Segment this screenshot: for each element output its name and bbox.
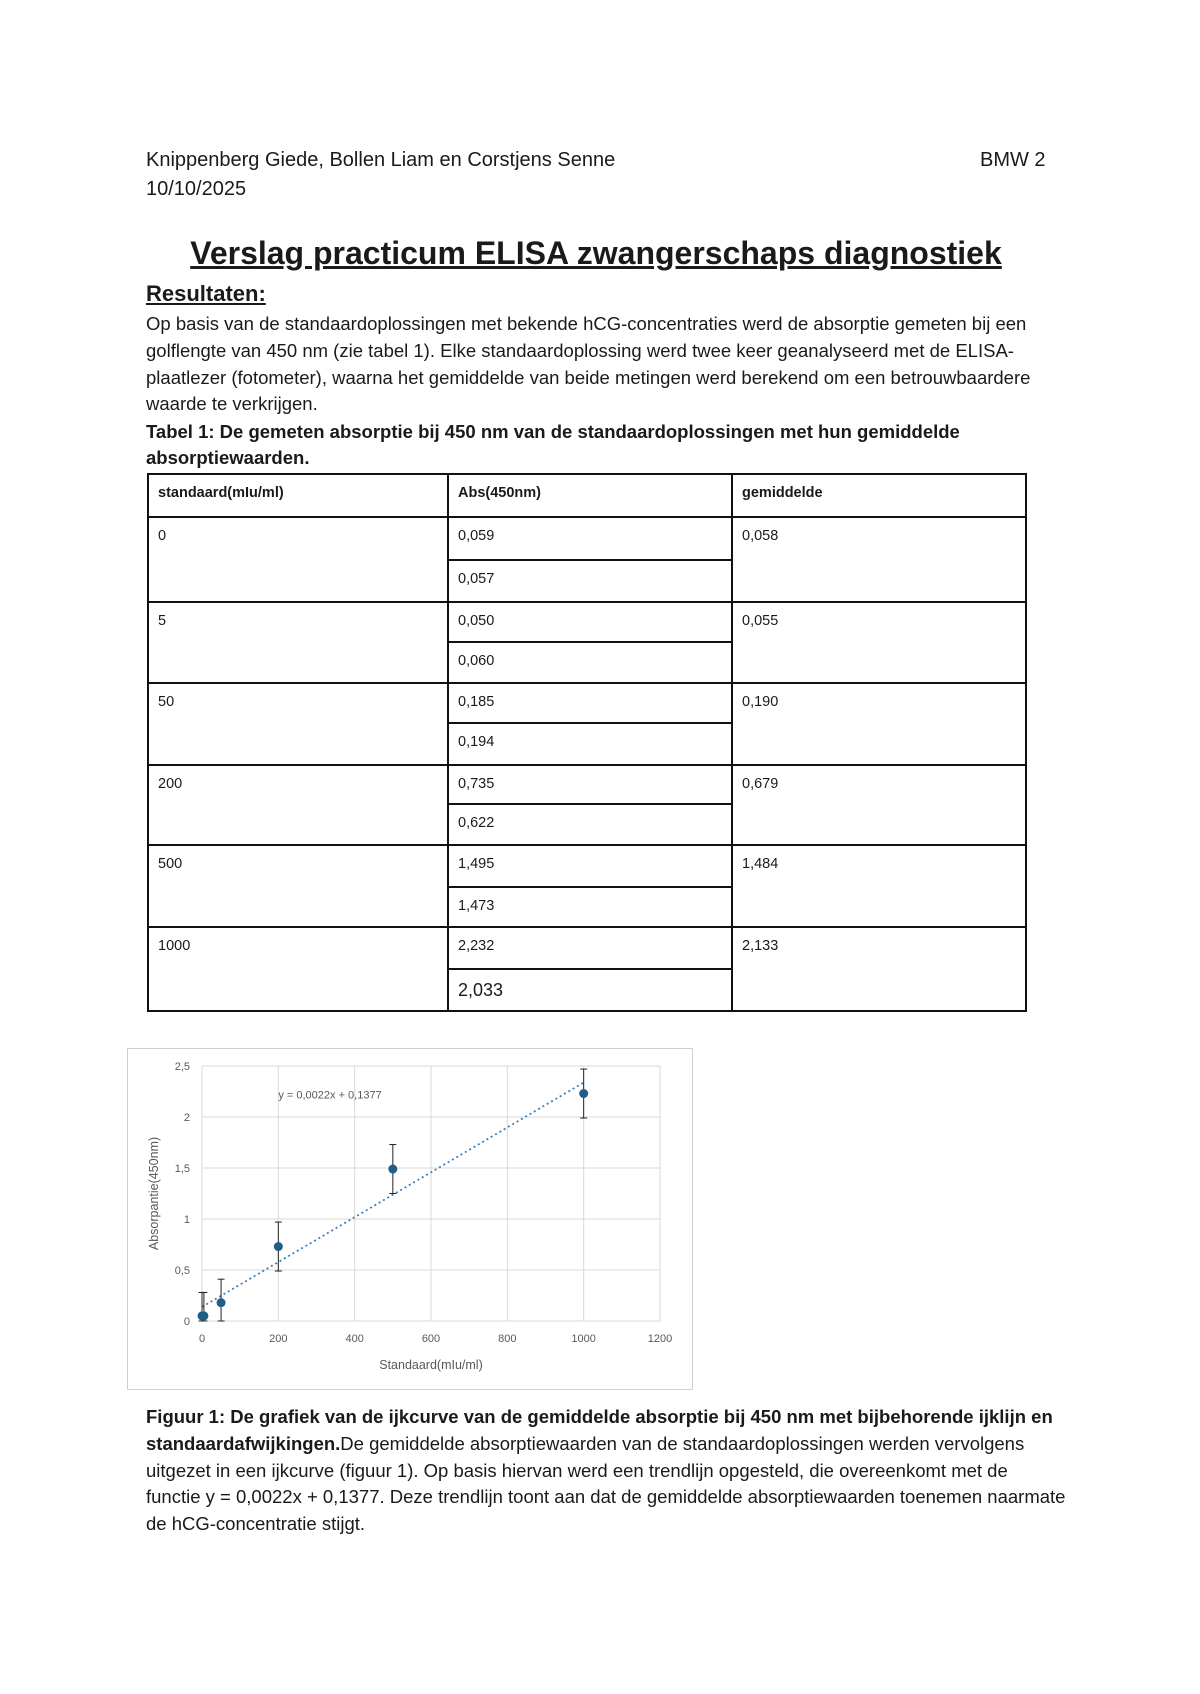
data-point — [274, 1242, 283, 1251]
header-abs: Abs(450nm) — [448, 474, 732, 517]
x-tick-label: 800 — [498, 1333, 517, 1345]
cell-abs-1: 0,185 — [448, 683, 732, 723]
data-point — [199, 1311, 208, 1320]
y-axis-label: Absorpantie(450nm) — [147, 1136, 161, 1251]
authors: Knippenberg Giede, Bollen Liam en Corstjens Senne — [146, 149, 616, 171]
figure-paragraph: De gemiddelde absorptiewaarden van de standaardoplossingen werden vervolgens uitgezet in een ijkcurve (figuur 1). Op basis hiervan werd een trendlijn opgesteld, die overeenkomt met de functie y = 0,0022x + 0,1377. Deze trendlijn toont aan dat de gemiddelde absorptiewaarden toenemen naarmate de hCG-concentratie stijgt. — [146, 1432, 1066, 1535]
figure-caption: Figuur 1: De grafiek van de ijkcurve van de gemiddelde absorptie bij 450 nm met bijbehorende ijklijn en standaardafwijkingen. — [146, 1406, 1053, 1454]
table-header-row — [148, 474, 1026, 517]
table-row — [148, 765, 1026, 804]
table-row — [148, 683, 1026, 723]
header-standard: standaard(mIu/ml) — [148, 474, 448, 517]
x-tick-label: 400 — [345, 1333, 364, 1345]
cell-abs-1: 0,735 — [448, 765, 732, 804]
y-tick-label: 2 — [183, 1112, 190, 1124]
cell-mean: 2,133 — [732, 927, 1026, 1011]
cell-mean: 0,190 — [732, 683, 1026, 765]
header-left — [146, 146, 615, 204]
intro-paragraph: Op basis van de standaardoplossingen met bekende hCG-concentraties werd de absorptie gemeten bij een golflengte van 450 nm (zie tabel 1). Elke standaardoplossing werd twee keer geanalyseerd met de ELISA-plaatlezer (fotometer), waarna het gemiddelde van beide metingen werd berekend om een betrouwbaardere waarde te verkrijgen. — [146, 313, 1031, 415]
cell-standard: 0 — [148, 517, 448, 602]
cell-standard: 500 — [148, 845, 448, 927]
trendline-equation: y = 0,0022x + 0,1377 — [278, 1089, 382, 1102]
y-tick-label: 1 — [183, 1214, 190, 1226]
cell-standard: 1000 — [148, 927, 448, 1011]
y-tick-label: 2,5 — [174, 1061, 190, 1073]
cell-mean: 1,484 — [732, 845, 1026, 927]
y-tick-label: 0 — [183, 1316, 190, 1328]
x-axis-label: Standaard(mIu/ml) — [379, 1358, 483, 1372]
table-row — [148, 927, 1026, 969]
section-heading: Resultaten: — [146, 281, 266, 306]
x-tick-label: 1000 — [571, 1333, 596, 1345]
cell-standard: 50 — [148, 683, 448, 765]
cell-abs-2: 0,194 — [448, 723, 732, 765]
calibration-chart — [127, 1048, 693, 1390]
cell-standard: 5 — [148, 602, 448, 683]
cell-abs-2: 0,057 — [448, 560, 732, 602]
chart-svg — [128, 1049, 692, 1389]
absorbance-table — [147, 473, 1027, 1012]
cell-mean: 0,055 — [732, 602, 1026, 683]
cell-mean: 0,679 — [732, 765, 1026, 845]
table-row — [148, 845, 1026, 887]
cell-abs-2: 0,622 — [448, 804, 732, 845]
x-tick-label: 600 — [421, 1333, 441, 1345]
x-tick-label: 1200 — [647, 1333, 673, 1345]
x-tick-label: 200 — [269, 1333, 288, 1345]
x-tick-label: 0 — [198, 1333, 206, 1345]
table-caption: Tabel 1: De gemeten absorptie bij 450 nm van de standaardoplossingen met hun gemiddelde absorptiewaarden. — [146, 421, 960, 468]
cell-abs-2: 1,473 — [448, 887, 732, 927]
cell-mean: 0,058 — [732, 517, 1026, 602]
document-title: Verslag practicum ELISA zwangerschaps diagnostiek — [190, 235, 1002, 271]
data-point — [388, 1165, 397, 1174]
cell-abs-1: 0,050 — [448, 602, 732, 642]
cell-abs-2: 0,060 — [448, 642, 732, 683]
figure-text — [146, 1404, 1066, 1538]
header-mean: gemiddelde — [732, 474, 1026, 517]
data-point — [217, 1298, 226, 1307]
table-row — [148, 517, 1026, 560]
cell-abs-2: 2,033 — [448, 969, 732, 1011]
course-code: BMW 2 — [980, 149, 1046, 171]
cell-abs-1: 2,232 — [448, 927, 732, 969]
report-date: 10/10/2025 — [146, 178, 247, 200]
cell-standard: 200 — [148, 765, 448, 845]
y-tick-label: 0,5 — [174, 1265, 190, 1277]
table-row — [148, 602, 1026, 642]
cell-abs-1: 1,495 — [448, 845, 732, 887]
data-point — [579, 1089, 588, 1098]
y-tick-label: 1,5 — [174, 1163, 190, 1175]
cell-abs-1: 0,059 — [448, 517, 732, 560]
trendline — [202, 1083, 584, 1307]
